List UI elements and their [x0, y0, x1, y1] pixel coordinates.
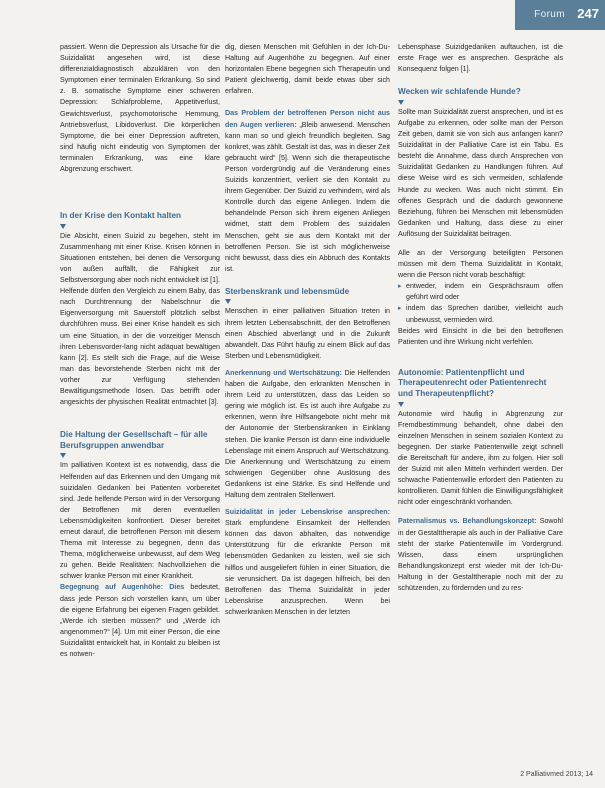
col2-lead-problem: Das Problem der betroffenen Person nicht aus den Augen verlieren:: [225, 109, 390, 129]
col1-paragraph-1: passiert. Wenn die Depression als Ursache für die Suizidalität angesehen wird, ist diese differenzialdiagnostisch abzuklären von den Symptomen einer terminalen Erkrankung. So sind z. B. somatische Symptome einer schweren Depression: Schlafprobleme, Appetitverlust, Gewichtsverlust, psychomotorische Hemmung, Antriebsverlust, Libidoverlust. Die körperlichen Symptome, die bei einer Depression auftreten, sind häufig nicht eindeutig von Symptomen der terminalen Erkrankung, was eine klare Abgrenzung erschwert.: [60, 43, 220, 174]
list-item: ▸ indem das Sprechen darüber, vielleicht auch unbewusst, vermieden wird.: [398, 303, 563, 325]
col3-heading-hunde: Wecken wir schlafende Hunde?: [398, 87, 521, 97]
heading-arrow-icon: [398, 100, 404, 105]
column-3: [398, 42, 563, 594]
col1-paragraph-2: Die Absicht, einen Suizid zu begehen, steht im Zusammenhang mit einer Krise. Krisen können in Situationen entstehen, bei denen die Versorgung von außen auffällt, die Fähigkeit zur Selbstversorgung aber noch nicht entwickelt ist [1]. Helfende dürfen den Vergleich zu einem Baby, das nach Durchtrennung der Nabelschnur die Eigenversorgung mit Sauerstoff plötzlich selbst durchführen muss. Bei einer Krise handelt es sich um eine Situation, in der die vorzeitiger Mensch ihren Lebensvorder-lang nicht adäquat bewältigen kann [2]. Es stellt sich die Frage, auf die Weise man das bevorstehende Sterben nicht mit der vorher zur Verfügung stehenden Bewältigungsmethode lösen. Das betrifft oder angesichts der physischen Realität entmachtet [3].: [60, 231, 220, 407]
col2-paragraph-4-text: Die Helfenden haben die Aufgabe, den erkrankten Menschen in ihrem Leid zu unterstützen, dass das Leiden so gering wie möglich ist. Es ist auch ihre Aufgabe zu erkennen, wenn ihre Hilfsangebote nicht mehr mit der Autonomie der Sterbenskranken in Einklang stehen. Die kranke Person ist dann eine individuelle Lebenslage mit einem Anspruch auf Wertschätzung. Die Anerkennung und Wertschätzung zu einem schwierigen Gegenüber ohne Auslösung des Gedankens ist eine Stärke. Es sind Helfende und Haltung dem zentralen Stellenwert.: [225, 368, 390, 499]
col2-lead-anerkennung: Anerkennung und Wertschätzung:: [225, 368, 342, 377]
section-label: Forum: [534, 9, 565, 20]
section-tab: [515, 0, 605, 30]
col3-paragraph-5: Autonomie wird häufig in Abgrenzung zur Fremdbestimmung behandelt, ohne dabei den einzelnen Menschen in seinem sozialen Kontext zu begegnen. Der starke Patientenwille zeigt schnell die Bereitschaft für andere, ihm zu folgen. Hier soll der Suizid mit allen Mitteln verhindert werden. Der schwache Patientenwille erfordert den Patienten zu kontrollieren. Damit fühlen die Einwilligungsfähigkeit nicht oder eingeschränkt vorhanden.: [398, 409, 563, 507]
col1-paragraph-4-text: bedeutet, dass jede Person sich vorstellen kann, um über die eigene Erfahrung bei eigenen Fragen gebildet. „Werde ich sterben müssen?“ und „Werde ich angenommen?“ [4]. Um mit einer Person, die eine Suizidalität entwickelt hat, in Kontakt zu bleiben ist es notwen-: [60, 583, 220, 658]
col3-paragraph-6: [398, 516, 563, 594]
col1-heading-kontakt: In der Krise den Kontakt halten: [60, 211, 182, 221]
page-number: 247: [577, 6, 599, 21]
col2-lead-suizidalitaet: Suizidalität in jeder Lebenskrise ansprechen:: [225, 508, 390, 517]
heading-arrow-icon: [398, 402, 404, 407]
col2-heading-sterbenskrank: Sterbenskrank und lebensmüde: [225, 286, 350, 296]
column-2: [225, 42, 390, 618]
col3-lead-paternalismus: Paternalismus vs. Behandlungskonzept:: [398, 517, 537, 526]
col1-lead-augenhoehe: Begegnung auf Augenhöhe: Dies: [60, 583, 185, 592]
col2-paragraph-5: [225, 507, 390, 618]
page-footer: 2 Palliativmed 2013; 14: [520, 771, 593, 778]
col1-paragraph-4: [60, 582, 220, 660]
col2-paragraph-2: [225, 108, 390, 274]
heading-arrow-icon: [60, 224, 66, 229]
col2-paragraph-4: [225, 368, 390, 501]
list-item: ▸ entweder, indem ein Gesprächsraum offen geführt wird oder: [398, 281, 563, 303]
col3-paragraph-4: Beides wird Einsicht in die bei den betroffenen Patienten und ihre Wirkung nicht verfehlen.: [398, 326, 563, 346]
col3-paragraph-3: Alle an der Versorgung beteiligten Personen müssen mit dem Thema Suizidalität in Kontakt, wenn die Person nicht vorab beschäftigt:: [398, 249, 563, 280]
col1-paragraph-3: Im palliativen Kontext ist es notwendig, dass die Helfenden auf das Erkennen und den Umgang mit suizidalen Gedanken bei Patienten vorbereitet sind. Jede helfende Person wird in der Versorgung der Betroffenen mit deren eventuellen Lebensmüdigkeiten konfrontiert. Dieser bereitet erneut darauf, die betroffenen Person mit diesem Thema mit Interesse zu begegnen, denn das Thema, möglicherweise unbewusst, auf dem Weg zu gehen. Beide Realitäten: Nachvollziehen die schwer kranke Person mit einer Krankheit.: [60, 461, 220, 581]
column-1: [60, 42, 220, 660]
col3-paragraph-2: Sollte man Suizidalität zuerst ansprechen, und ist es Aufgabe zu erkennen, oder sollte man der Person Zeit geben, damit sie von sich aus anfangen kann? Suizidalität in der Palliative Care ist ein Tabu. Es besteht die Annahme, dass durch Ansprechen von Suizidalität Gedanken zu Handlungen führen. Auf diese Weise wird es sich vermeiden, schlafende Hunde zu wecken. Was auch nicht stimmt. Ein offenes Gespräch und die dadurch gewonnene Beziehung, führen bei Menschen mit lebensmüden Gedanken und Haltung, dass diese zu einer Auflösung der Suizidalität beitragen.: [398, 107, 563, 238]
col2-paragraph-2-text: „Bleib anwesend. Menschen kann man so und gleich freundlich begleiten. Sag konkret, was zählt. Gestalt ist das, was in dieser Zeit gebraucht wird“ [5]. Wenn sich die therapeutische Person vordergründig auf die Veränderung eines Suizids konzentriert, verliert sie den Kontakt zu ihrem Gegenüber. Der Suizid zu verhindern, wird als Kontrolle durch das eigene Anliegen. Indem die behandelnde Person sich ihrem eigenen Anliegen widmet, statt dem Problem des suizidalen Menschen, geht sie aus dem Kontakt mit der betroffenen Person. Sie ist sich möglicherweise nicht bewusst, dass dies ein Abbruch des Kontakts ist.: [225, 120, 390, 273]
col3-paragraph-1: Lebensphase Suizidgedanken auftauchen, ist die erste Frage wer es ansprechen. Gespräche als Konsequenz folgen [1].: [398, 43, 563, 74]
col3-bullet-list: [398, 281, 563, 325]
col3-paragraph-6-text: Sowohl in der Gestalttherapie als auch in der Palliative Care steht der starke Patientenwille im Vordergrund. Wissen, dass einem ursprünglichen Behandlungskonzept erst wieder mit der Ich-Du-Haltung in der Gestalttherapie noch mit der zu schützenden, zu fördernden und zu res-: [398, 517, 563, 593]
col2-paragraph-1: dig, diesen Menschen mit Gefühlen in der Ich-Du-Haltung auf Augenhöhe zu begegnen. Auf einer horizontalen Ebene begegnen sich Therapeutin und Patient gleichwertig, damit beide etwas über sich erfahren.: [225, 43, 390, 96]
col2-paragraph-5-text: Stark empfundene Einsamkeit der Helfenden können das davon abhalten, das notwendige Unterstützung für die erkrankte Person mit lebensmüden Gedanken zu leisten, weil sie sich hilflos und ausgeliefert fühlen in einer Situation, die sie verunsichert. Da ist dagegen hilfreich, bei den Betroffenen das Thema Suizidalität in jeder Lebenskrise anzusprechen. Wenn bei schwerkranken Menschen in der letzten: [225, 519, 390, 616]
col3-heading-autonomie: Autonomie: Patientenpflicht und Therapeutenrecht oder Patientenrecht und Therapeutenpflicht?: [398, 367, 547, 399]
col1-heading-haltung: Die Haltung der Gesellschaft – für alle Berufsgruppen anwendbar: [60, 430, 208, 450]
heading-arrow-icon: [60, 453, 66, 458]
col2-paragraph-3: Menschen in einer palliativen Situation treten in ihrem letzten Lebensabschnitt, der den Betroffenen einen Abschied abverlangt und in die Zukunft abwandelt. Das Führt häufig zu einem Blick auf das Sterben und Lebensmüdigkeit.: [225, 307, 390, 360]
heading-arrow-icon: [225, 299, 231, 304]
